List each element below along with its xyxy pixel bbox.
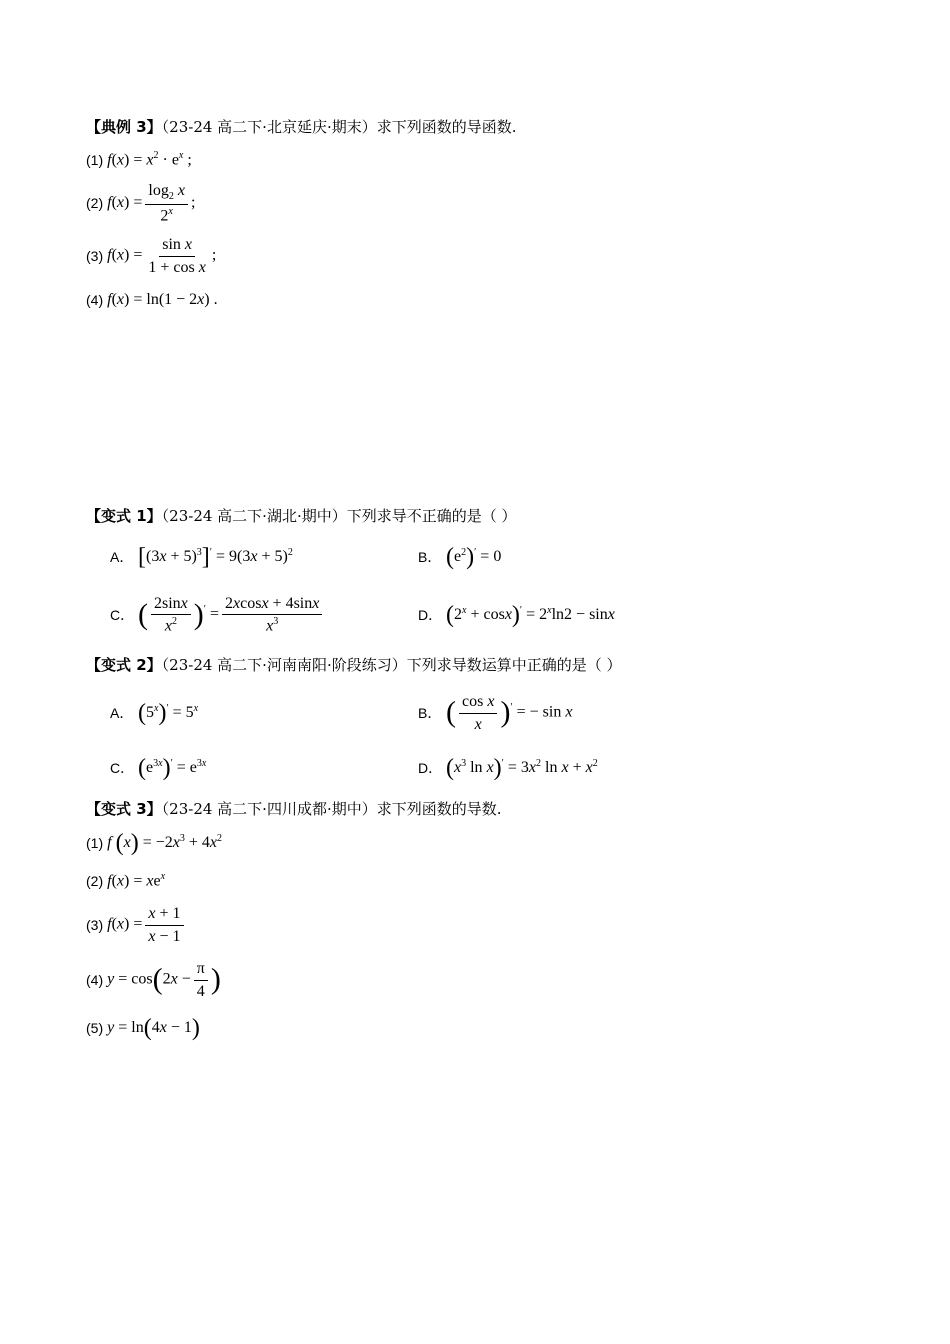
formula: $(2^x + \cos x)' = 2^x\ln 2 - \sin x$ <box>446 601 615 628</box>
variant-2-option-a[interactable] <box>110 688 198 738</box>
item-number: (4) <box>86 292 104 308</box>
option-label: D． <box>418 607 443 623</box>
option-label: A． <box>110 549 134 565</box>
item-number: (4) <box>86 972 104 988</box>
formula: f(x) = ln(1 − 2x) . <box>107 291 218 308</box>
option-label: C． <box>110 607 135 623</box>
variant-3-source: （23-24 高二下·四川成都·期中）求下列函数的导数. <box>161 800 502 818</box>
variant-2-option-d[interactable] <box>418 743 598 793</box>
formula: $(e^2)' = 0$ <box>446 543 502 570</box>
variant-3-heading <box>86 798 502 819</box>
example-3-source: （23-24 高二下·北京延庆·期末）求下列函数的导函数. <box>161 118 517 136</box>
formula: $(e^{3x})' = e^{3x}$ <box>138 754 207 781</box>
formula: f(x) = $\frac{\log_2 x}{2^x}$ ; <box>107 181 196 225</box>
example-3-item-3 <box>86 236 216 276</box>
variant-3-item-3 <box>86 905 187 945</box>
variant-3-item-4 <box>86 960 221 1000</box>
variant-2-source: （23-24 高二下·河南南阳·阶段练习）下列求导数运算中正确的是（ ） <box>161 656 622 674</box>
formula: f $(x) = -2x^3 + 4x^2$ <box>107 829 222 856</box>
item-number: (3) <box>86 917 104 933</box>
variant-3-tag: 【变式 3】 <box>86 800 162 818</box>
variant-2-option-b[interactable] <box>418 688 572 738</box>
item-number: (1) <box>86 835 104 851</box>
formula: ($x^3$ $\ln x)' = 3x^2$ $\ln x + x^2$ <box>446 754 598 781</box>
formula: $[(3x + 5)^3]' = 9(3x + 5)^2$ <box>138 543 293 570</box>
item-number: (2) <box>86 195 104 211</box>
variant-1-option-b[interactable] <box>418 532 501 582</box>
variant-1-option-a[interactable] <box>110 532 293 582</box>
example-3-item-1 <box>86 140 192 180</box>
variant-1-option-d[interactable] <box>418 590 615 640</box>
item-number: (2) <box>86 873 104 889</box>
variant-2-tag: 【变式 2】 <box>86 656 162 674</box>
variant-2-option-c[interactable] <box>110 743 206 793</box>
example-3-item-4 <box>86 280 218 320</box>
item-number: (1) <box>86 152 104 168</box>
formula: $(5^x)' = 5^x$ <box>138 699 199 726</box>
formula: f(x) = $\frac{x + 1}{x - 1}$ <box>107 904 186 945</box>
variant-2-heading <box>86 654 622 675</box>
formula: f(x) = $\frac{\text{sin x}}{\text{1 + cos x}}$ ; <box>107 236 217 276</box>
formula: $f(x) = xe^x$ <box>107 871 166 890</box>
option-label: B． <box>418 549 442 565</box>
variant-1-source: （23-24 高二下·湖北·期中）下列求导不正确的是（ ） <box>161 507 517 525</box>
variant-3-item-1 <box>86 823 222 863</box>
formula: y = ln(4x − 1) <box>107 1014 200 1041</box>
option-label: C． <box>110 760 135 776</box>
option-label: B． <box>418 705 442 721</box>
formula: ( $\frac{\text{cos x}}{x}$ )′ = − sin x <box>446 693 573 733</box>
variant-3-item-5 <box>86 1008 200 1048</box>
variant-3-item-2 <box>86 861 165 901</box>
variant-1-tag: 【变式 1】 <box>86 507 162 525</box>
variant-1-option-c[interactable] <box>110 590 325 640</box>
formula: y = cos(2x − $\frac{\pi}{4}$ ) <box>107 960 221 1000</box>
item-number: (5) <box>86 1020 104 1036</box>
formula: $f(x) = x^2 \cdot e^x$ ; <box>107 150 192 169</box>
option-label: A． <box>110 705 134 721</box>
example-3-tag: 【典例 3】 <box>86 118 162 136</box>
example-3-heading <box>86 116 517 137</box>
variant-1-heading <box>86 505 517 526</box>
formula: ( $\frac{2\sin x}{x^2}$ )′ = $\frac{2xcosx + 4\sin x}{x^3}$ <box>138 594 325 636</box>
option-label: D． <box>418 760 443 776</box>
example-3-item-2 <box>86 183 195 223</box>
item-number: (3) <box>86 248 104 264</box>
